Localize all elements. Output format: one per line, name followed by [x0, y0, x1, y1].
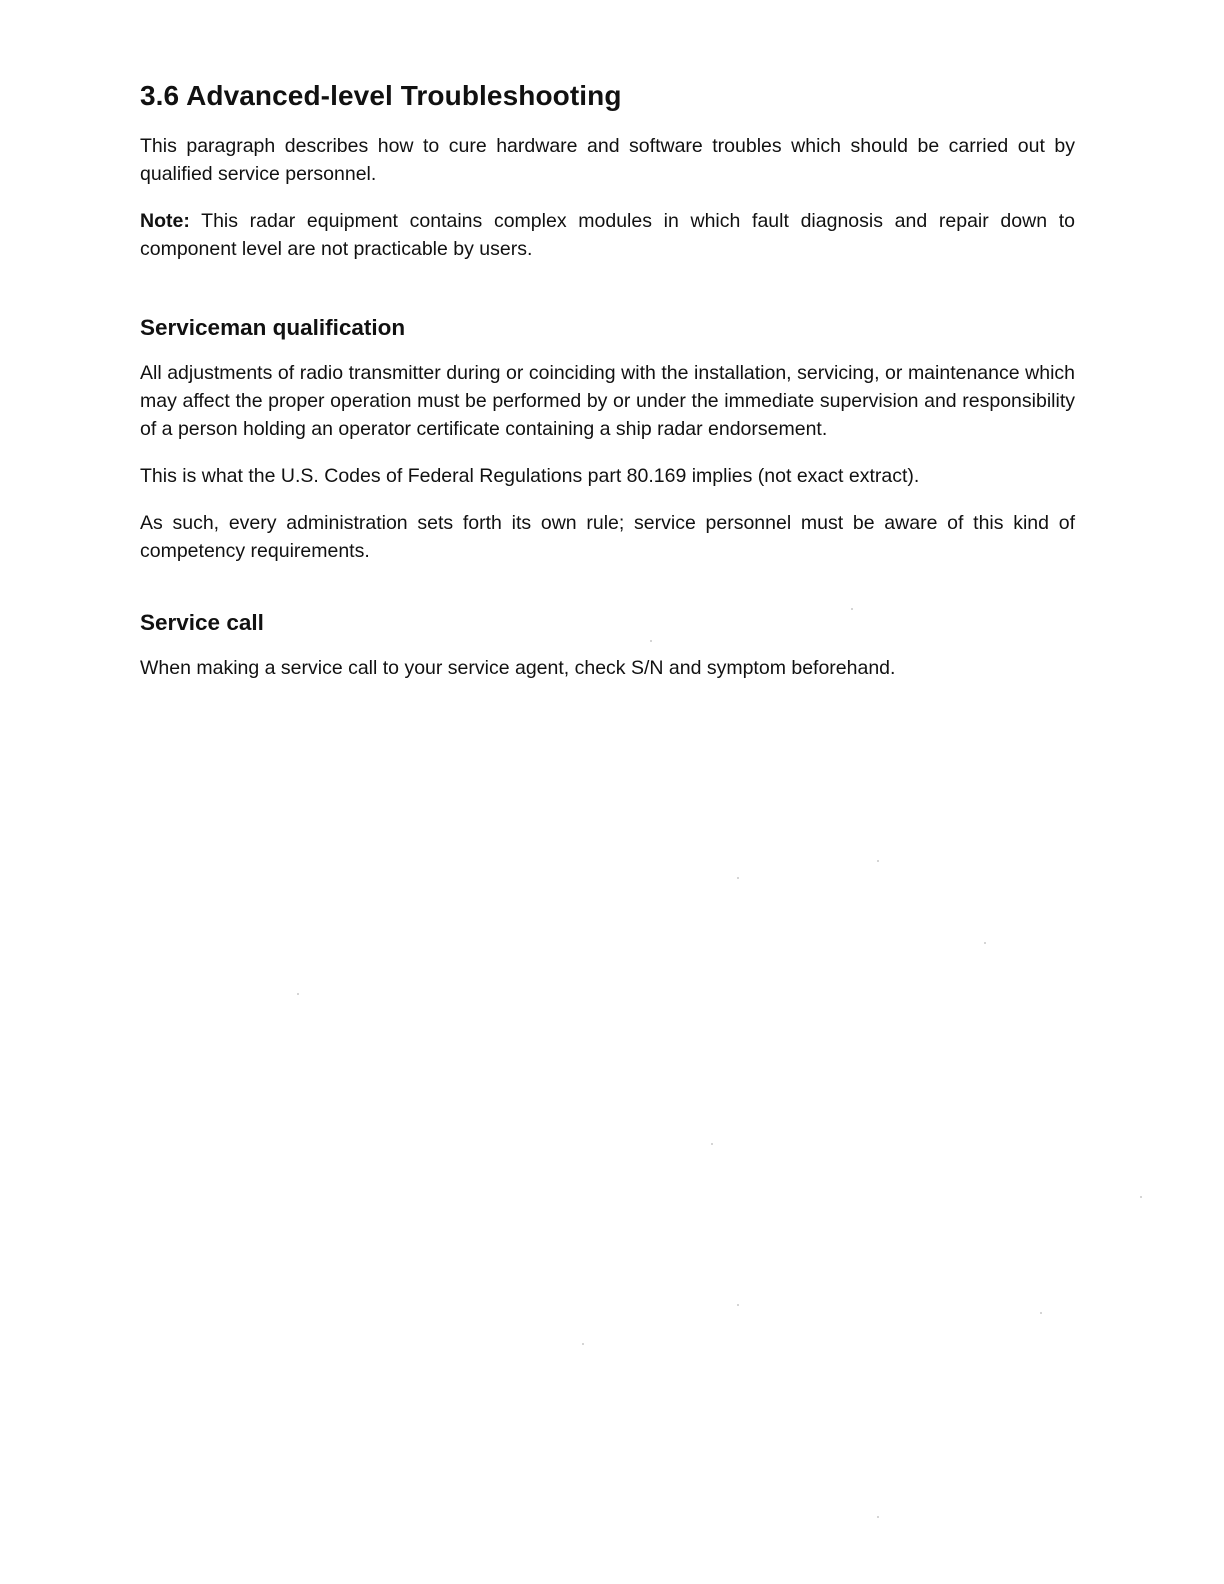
- scan-speck: [711, 1143, 713, 1145]
- scan-speck: [297, 993, 299, 995]
- document-content: [140, 78, 1075, 701]
- section-heading-serviceman-qualification: Serviceman qualification: [140, 315, 406, 340]
- scan-speck: [1140, 1196, 1142, 1198]
- note-text: This radar equipment contains complex modules in which fault diagnosis and repair down to component level are not practicable by users.: [140, 210, 1075, 260]
- qualification-paragraph: All adjustments of radio transmitter during or coinciding with the installation, servicing, or maintenance which may affect the proper operation must be performed by or under the immediate supervision and responsibility of a person holding an operator certificate containing a ship radar endorsement.: [140, 362, 1075, 440]
- spacer: [140, 584, 1075, 608]
- scan-speck: [851, 608, 853, 610]
- page-title: 3.6 Advanced-level Troubleshooting: [140, 80, 622, 111]
- spacer: [140, 282, 1075, 313]
- regulation-paragraph: This is what the U.S. Codes of Federal Regulations part 80.169 implies (not exact extract).: [140, 465, 920, 487]
- competency-paragraph: As such, every administration sets forth its own rule; service personnel must be aware of this kind of competency requirements.: [140, 512, 1075, 562]
- scan-speck: [650, 640, 652, 642]
- scan-speck: [737, 1304, 739, 1306]
- note-label: Note:: [140, 210, 190, 232]
- intro-paragraph: This paragraph describes how to cure hardware and software troubles which should be carried out by qualified service personnel.: [140, 135, 1075, 185]
- scan-speck: [1040, 1312, 1042, 1314]
- scan-speck: [737, 877, 739, 879]
- note-paragraph: [140, 207, 1075, 263]
- service-call-paragraph: When making a service call to your service agent, check S/N and symptom beforehand.: [140, 657, 896, 679]
- scan-speck: [877, 1516, 879, 1518]
- scan-speck: [984, 942, 986, 944]
- scan-speck: [877, 860, 879, 862]
- section-heading-service-call: Service call: [140, 610, 264, 635]
- scan-speck: [582, 1343, 584, 1345]
